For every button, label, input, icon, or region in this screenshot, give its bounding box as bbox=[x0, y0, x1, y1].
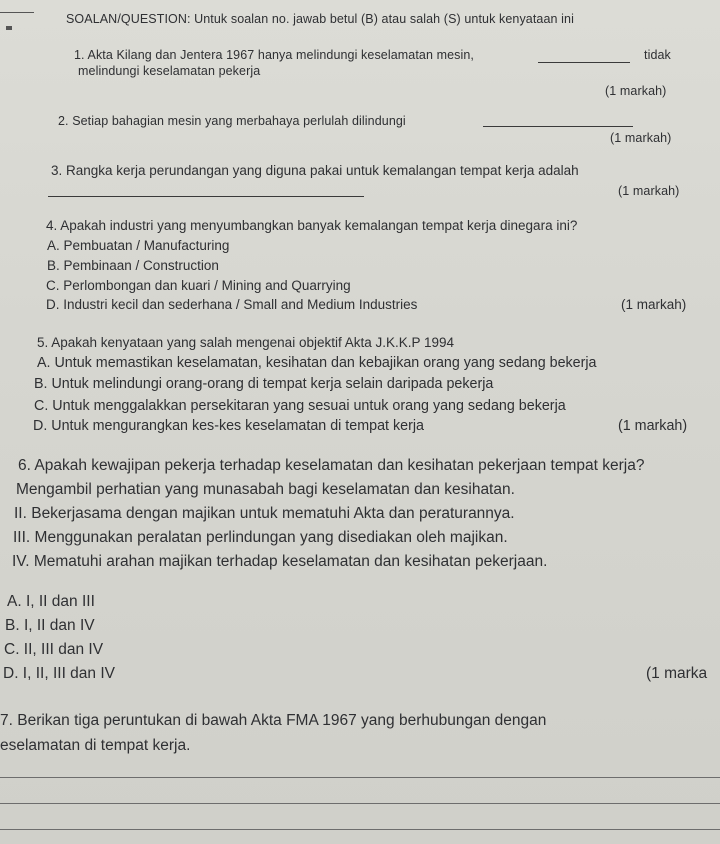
q6-marks: (1 marka bbox=[646, 665, 708, 682]
instruction-text: SOALAN/QUESTION: Untuk soalan no. jawab betul (B) atau salah (S) untuk kenyataan ini bbox=[66, 12, 574, 26]
q7-line2: eselamatan di tempat kerja. bbox=[0, 737, 191, 754]
q6-option-b[interactable]: B. I, II dan IV bbox=[5, 617, 95, 634]
corner-mark bbox=[0, 12, 34, 13]
q6-text: 6. Apakah kewajipan pekerja terhadap keselamatan dan kesihatan pekerjaan tempat kerja? bbox=[18, 457, 645, 474]
q1-word-after-blank: tidak bbox=[644, 48, 671, 62]
q2-text: 2. Setiap bahagian mesin yang merbahaya perlulah dilindungi bbox=[58, 114, 406, 128]
q3-marks: (1 markah) bbox=[618, 184, 680, 198]
answer-line-3[interactable] bbox=[0, 829, 720, 830]
q3-answer-blank[interactable] bbox=[48, 196, 364, 197]
q4-option-c[interactable]: C. Perlombongan dan kuari / Mining and Quarrying bbox=[46, 278, 351, 293]
q1-answer-blank[interactable] bbox=[538, 62, 630, 63]
q2-marks: (1 markah) bbox=[610, 131, 672, 145]
q6-subtext: Mengambil perhatian yang munasabah bagi keselamatan dan kesihatan. bbox=[16, 481, 515, 498]
q6-statement-3: III. Menggunakan peralatan perlindungan yang disediakan oleh majikan. bbox=[13, 529, 508, 546]
q5-text: 5. Apakah kenyataan yang salah mengenai objektif Akta J.K.K.P 1994 bbox=[37, 335, 455, 350]
q5-option-b[interactable]: B. Untuk melindungi orang-orang di tempat kerja selain daripada pekerja bbox=[34, 376, 494, 392]
q6-option-a[interactable]: A. I, II dan III bbox=[7, 593, 95, 610]
q7-line1: 7. Berikan tiga peruntukan di bawah Akta FMA 1967 yang berhubungan dengan bbox=[0, 712, 547, 729]
q4-text: 4. Apakah industri yang menyumbangkan banyak kemalangan tempat kerja dinegara ini? bbox=[46, 218, 578, 233]
q4-option-a[interactable]: A. Pembuatan / Manufacturing bbox=[47, 238, 230, 253]
q6-statement-4: IV. Mematuhi arahan majikan terhadap keselamatan dan kesihatan pekerjaan. bbox=[12, 553, 548, 570]
answer-line-2[interactable] bbox=[0, 803, 720, 804]
q4-marks: (1 markah) bbox=[621, 297, 687, 312]
answer-line-1[interactable] bbox=[0, 777, 720, 778]
corner-tick bbox=[6, 26, 12, 30]
q5-marks: (1 markah) bbox=[618, 418, 688, 434]
q6-option-c[interactable]: C. II, III dan IV bbox=[4, 641, 104, 658]
q5-option-a[interactable]: A. Untuk memastikan keselamatan, kesihatan dan kebajikan orang yang sedang bekerja bbox=[37, 355, 597, 371]
q6-statement-2: II. Bekerjasama dengan majikan untuk mematuhi Akta dan peraturannya. bbox=[14, 505, 515, 522]
q1-marks: (1 markah) bbox=[605, 84, 667, 98]
q1-line2: melindungi keselamatan pekerja bbox=[78, 64, 261, 78]
q5-option-d[interactable]: D. Untuk mengurangkan kes-kes keselamatan di tempat kerja bbox=[33, 418, 424, 434]
q4-option-d[interactable]: D. Industri kecil dan sederhana / Small and Medium Industries bbox=[46, 297, 418, 312]
q3-text: 3. Rangka kerja perundangan yang diguna pakai untuk kemalangan tempat kerja adalah bbox=[51, 163, 579, 178]
q2-answer-blank[interactable] bbox=[483, 126, 633, 127]
q4-option-b[interactable]: B. Pembinaan / Construction bbox=[47, 258, 219, 273]
q1-line1: 1. Akta Kilang dan Jentera 1967 hanya melindungi keselamatan mesin, bbox=[74, 48, 475, 62]
q5-option-c[interactable]: C. Untuk menggalakkan persekitaran yang sesuai untuk orang yang sedang bekerja bbox=[34, 398, 566, 414]
q6-option-d[interactable]: D. I, II, III dan IV bbox=[3, 665, 115, 682]
